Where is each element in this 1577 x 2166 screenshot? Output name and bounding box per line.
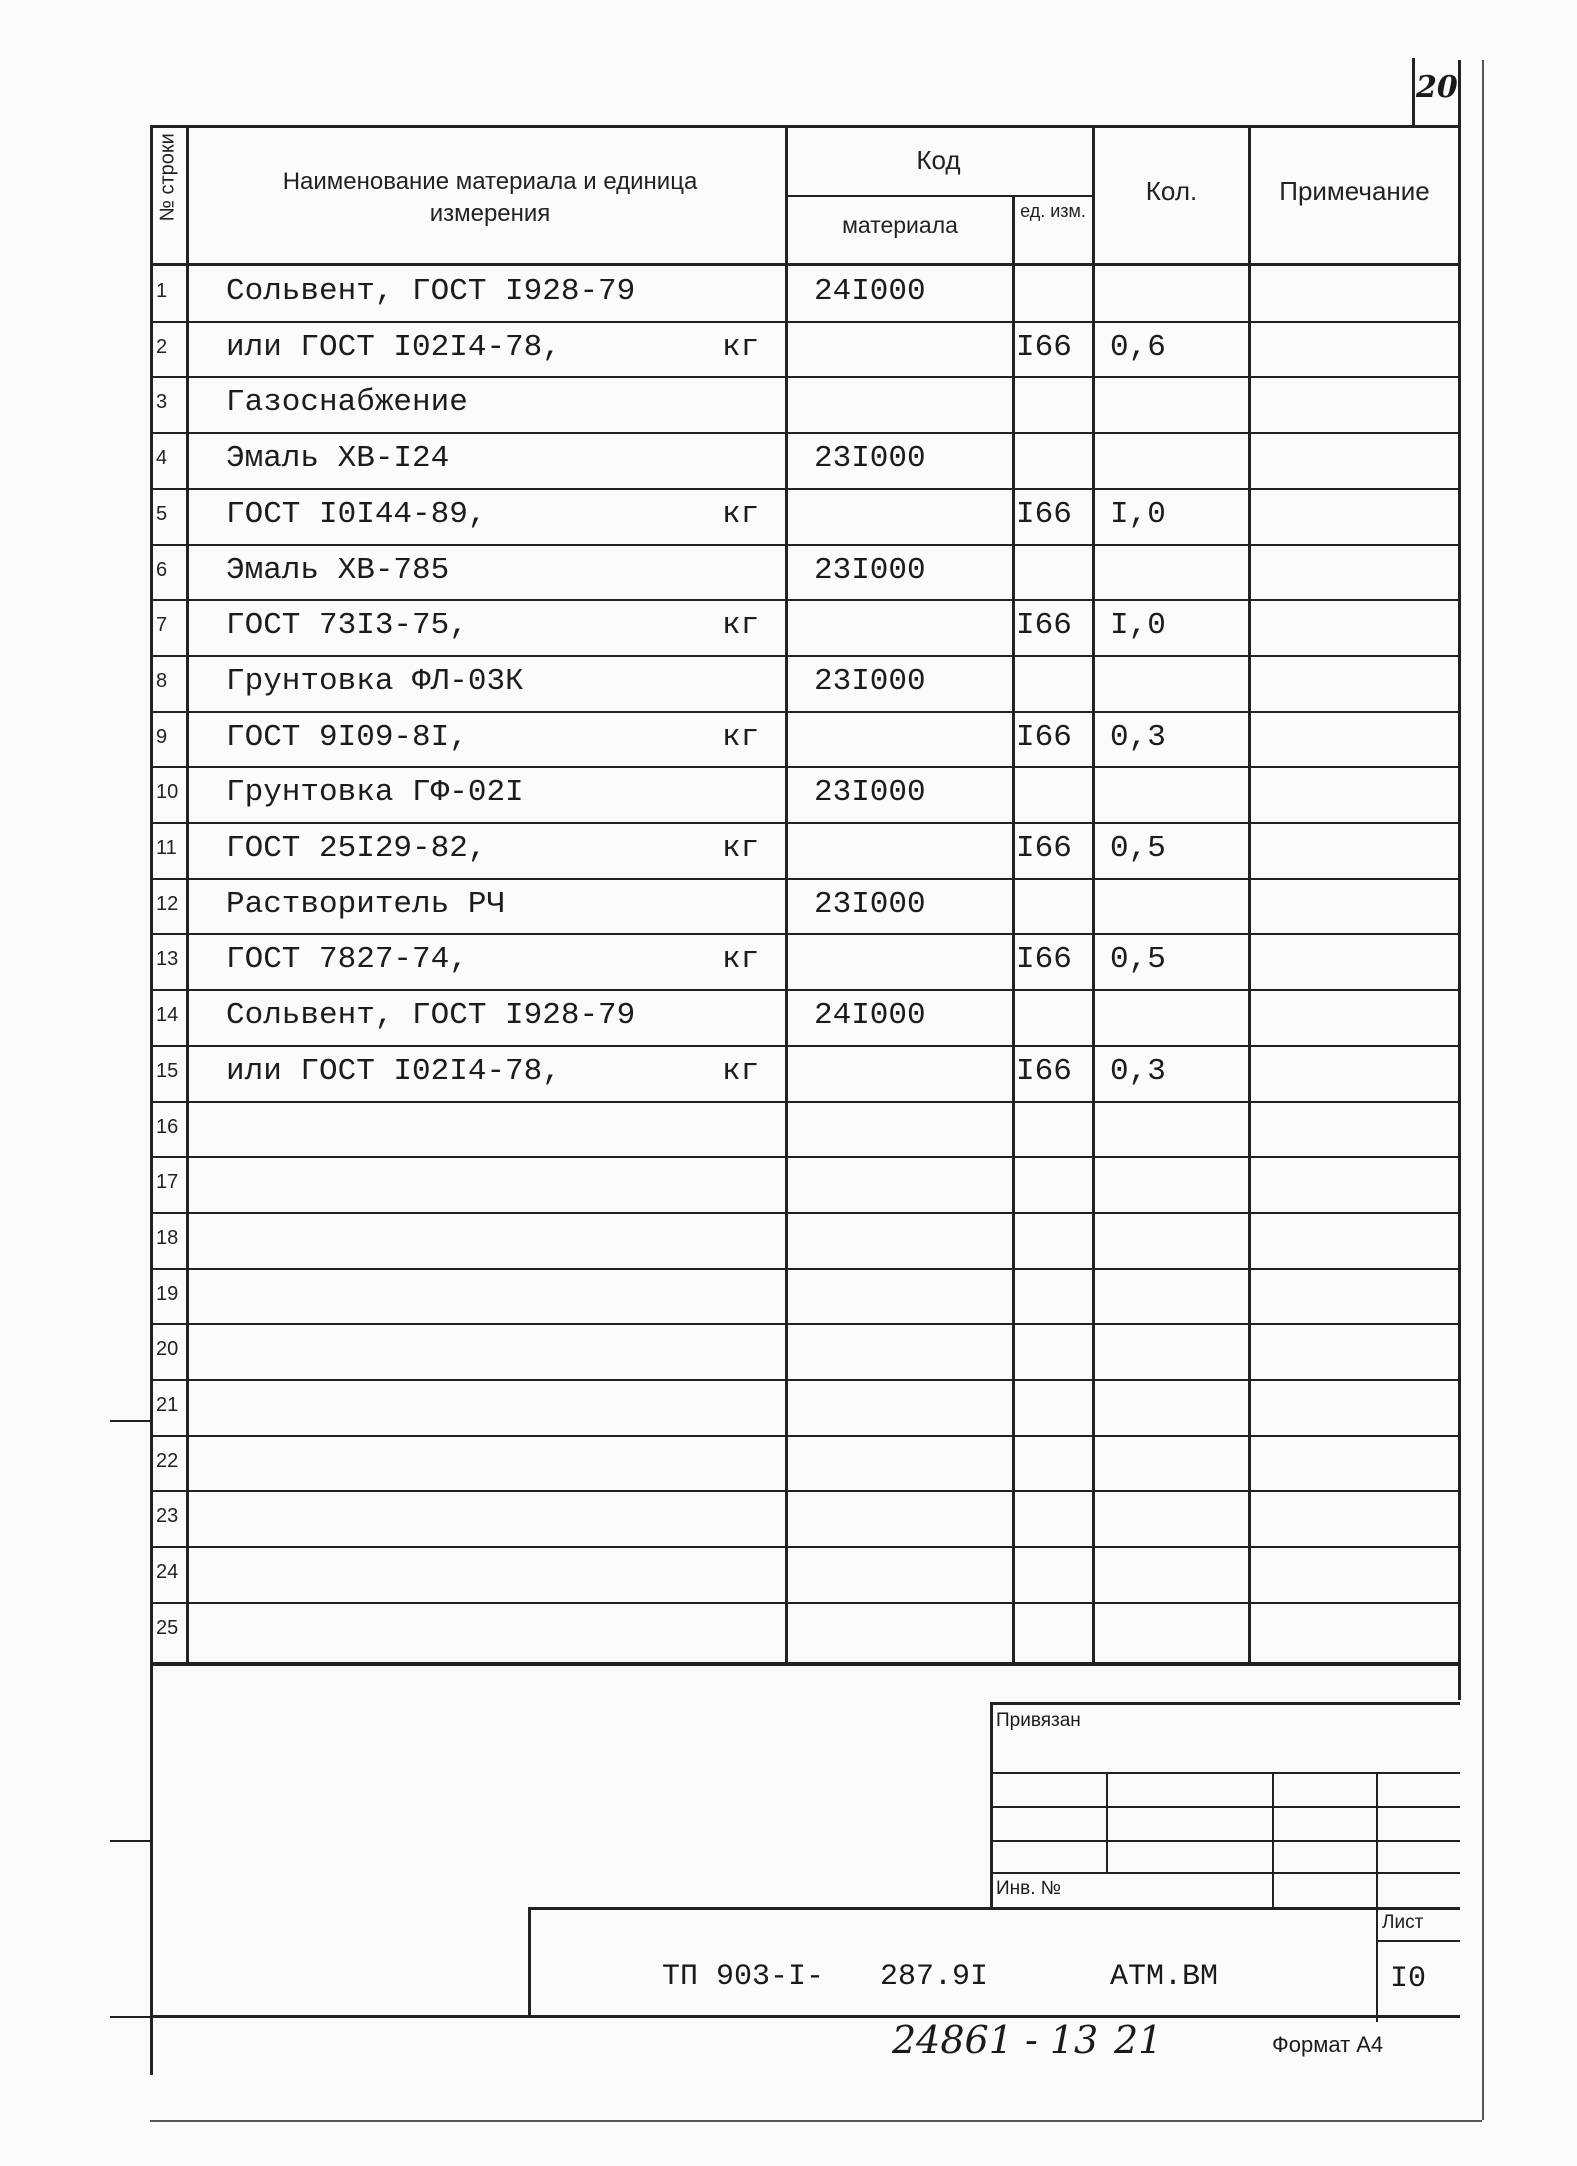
row-number: 18	[156, 1226, 179, 1249]
unit-code: I66	[1016, 719, 1072, 755]
stamp-col-2	[1272, 1772, 1274, 1907]
margin-mark-2	[110, 1840, 152, 1842]
row-divider	[150, 1212, 1460, 1214]
corner-sheet-number: 20	[1416, 70, 1458, 105]
quantity: 0,5	[1110, 942, 1166, 978]
material-name: Сольвент, ГОСТ I928-79	[226, 274, 636, 309]
material-name: или ГОСТ I02I4-78,	[226, 329, 561, 365]
header-quantity: Кол.	[1145, 176, 1198, 206]
unit-of-measure: кг	[722, 831, 760, 866]
right-frame-line	[1458, 60, 1461, 1700]
unit-of-measure: кг	[722, 942, 760, 978]
title-block-left	[528, 1907, 531, 2017]
material-name: Грунтовка ФЛ-03К	[226, 663, 524, 699]
stamp-line-2	[990, 1806, 1460, 1808]
row-number: 17	[156, 1171, 179, 1194]
material-name: Сольвент, ГОСТ I928-79	[226, 998, 636, 1034]
unit-of-measure: кг	[722, 496, 760, 532]
row-divider	[150, 321, 1460, 323]
row-divider	[150, 1379, 1460, 1381]
header-bottom-border	[150, 263, 1460, 266]
matcode-col-border	[1012, 195, 1015, 1665]
stamp-top-line	[990, 1702, 1460, 1705]
material-code: 23I000	[814, 775, 926, 811]
doc-code-mark: АТМ.ВМ	[1110, 1960, 1219, 1994]
row-divider	[150, 1602, 1460, 1604]
row-number: 12	[156, 892, 179, 915]
material-name: Эмаль ХВ-785	[226, 552, 450, 588]
margin-mark-1	[110, 1420, 152, 1422]
row-number: 6	[156, 558, 168, 581]
unit-of-measure: кг	[722, 608, 760, 644]
row-divider	[150, 488, 1460, 490]
row-number: 23	[156, 1505, 179, 1528]
row-number: 20	[156, 1338, 179, 1361]
material-name: ГОСТ 73I3-75,	[226, 608, 468, 644]
stamp-inv-label: Инв. №	[996, 1878, 1062, 1899]
corner-box-left	[1412, 58, 1415, 128]
material-code: 23I000	[814, 552, 926, 588]
material-name: Грунтовка ГФ-02I	[226, 775, 524, 811]
unit-code: I66	[1016, 608, 1072, 644]
row-number: 21	[156, 1394, 179, 1416]
row-number: 11	[156, 837, 177, 859]
title-block-top	[528, 1907, 1460, 1910]
paper-format-label: Формат А4	[1272, 2032, 1384, 2057]
row-number: 15	[156, 1059, 179, 1082]
row-divider	[150, 1323, 1460, 1325]
row-divider	[150, 1435, 1460, 1437]
row-number: 10	[156, 781, 179, 804]
material-name: Эмаль ХВ-I24	[226, 441, 450, 477]
unit-code: I66	[1016, 329, 1072, 365]
row-number: 13	[156, 948, 179, 971]
quantity: 0,5	[1110, 831, 1166, 866]
row-divider	[150, 711, 1460, 713]
row-divider	[150, 822, 1460, 824]
quantity: I,0	[1110, 496, 1166, 532]
row-divider	[150, 766, 1460, 768]
row-divider	[150, 376, 1460, 378]
unit-code: I66	[1016, 496, 1072, 532]
row-number: 5	[156, 502, 168, 525]
row-number: 25	[156, 1616, 179, 1639]
unit-code: I66	[1016, 831, 1072, 866]
row-divider	[150, 544, 1460, 546]
material-name: Растворитель РЧ	[226, 886, 506, 922]
header-note: Примечание	[1279, 176, 1430, 206]
row-divider	[150, 599, 1460, 601]
stamp-bound-label: Привязан	[996, 1710, 1081, 1731]
material-code: 24I000	[814, 274, 926, 309]
header-unit-code: ед. изм.	[1020, 201, 1086, 221]
quantity: 0,3	[1110, 719, 1166, 755]
row-number: 7	[156, 614, 168, 637]
code-subheader-line	[785, 195, 1092, 197]
row-number: 8	[156, 669, 168, 692]
unit-code: I66	[1016, 942, 1072, 978]
material-name: ГОСТ 25I29-82,	[226, 831, 487, 866]
row-divider	[150, 1045, 1460, 1047]
row-number: 1	[156, 280, 168, 302]
stamp-col-3	[1376, 1772, 1378, 2022]
material-code: 23I000	[814, 663, 926, 699]
page-bottom-edge	[150, 2120, 1482, 2122]
header-material-name: Наименование материала и единица измерения	[282, 168, 698, 227]
quantity: 0,3	[1110, 1053, 1166, 1089]
material-name: ГОСТ 7827-74,	[226, 942, 468, 978]
row-divider	[150, 655, 1460, 657]
stamp-col-1	[1106, 1772, 1108, 1872]
doc-code-number: 287.9I	[880, 1960, 989, 1994]
row-number: 22	[156, 1449, 179, 1472]
unit-of-measure: кг	[722, 719, 760, 755]
doc-code-series: ТП 903-I-	[662, 1960, 825, 1994]
header-row-number: № строки	[156, 133, 179, 222]
unit-code: I66	[1016, 1053, 1072, 1089]
header-material-code: материала	[842, 212, 958, 238]
stamp-line-4	[990, 1872, 1460, 1874]
row-divider	[150, 1156, 1460, 1158]
row-divider	[150, 1101, 1460, 1103]
margin-mark-3	[110, 2016, 152, 2018]
handwritten-inventory-number: 24861 - 13	[892, 2018, 1099, 2062]
row-number: 4	[156, 447, 168, 470]
row-number: 16	[156, 1115, 179, 1138]
row-number: 3	[156, 391, 168, 414]
row-divider	[150, 1490, 1460, 1492]
title-block-bottom	[150, 2015, 1460, 2018]
row-divider	[150, 878, 1460, 880]
table-top-border	[150, 125, 1460, 128]
material-code: 24I000	[814, 998, 926, 1034]
row-number: 14	[156, 1004, 179, 1027]
stamp-left-line	[990, 1702, 993, 1907]
material-code: 23I000	[814, 886, 926, 922]
row-divider	[150, 432, 1460, 434]
page-right-edge	[1482, 60, 1484, 2120]
row-number: 19	[156, 1282, 179, 1305]
material-name: или ГОСТ I02I4-78,	[226, 1053, 561, 1089]
material-name: Газоснабжение	[226, 385, 468, 421]
material-code: 23I000	[814, 441, 926, 477]
table-bottom-border	[150, 1662, 1460, 1666]
row-divider	[150, 1546, 1460, 1548]
row-number: 24	[156, 1561, 179, 1584]
quantity: I,0	[1110, 608, 1166, 644]
handwritten-sheet-number: 21	[1114, 2018, 1163, 2062]
sheet-label: Лист	[1382, 1912, 1424, 1933]
unit-of-measure: кг	[722, 329, 760, 365]
stamp-line-3	[990, 1840, 1460, 1842]
material-name: ГОСТ I0I44-89,	[226, 496, 487, 532]
sheet-label-line	[1376, 1940, 1460, 1942]
row-divider	[150, 933, 1460, 935]
sheet-number: I0	[1390, 1962, 1427, 1996]
row-divider	[150, 1268, 1460, 1270]
header-code: Код	[916, 145, 961, 175]
row-number: 2	[156, 335, 168, 358]
stamp-line-1	[990, 1772, 1460, 1774]
unit-of-measure: кг	[722, 1053, 760, 1089]
quantity: 0,6	[1110, 329, 1166, 365]
row-number: 9	[156, 725, 168, 748]
material-name: ГОСТ 9I09-8I,	[226, 719, 468, 755]
row-divider	[150, 989, 1460, 991]
